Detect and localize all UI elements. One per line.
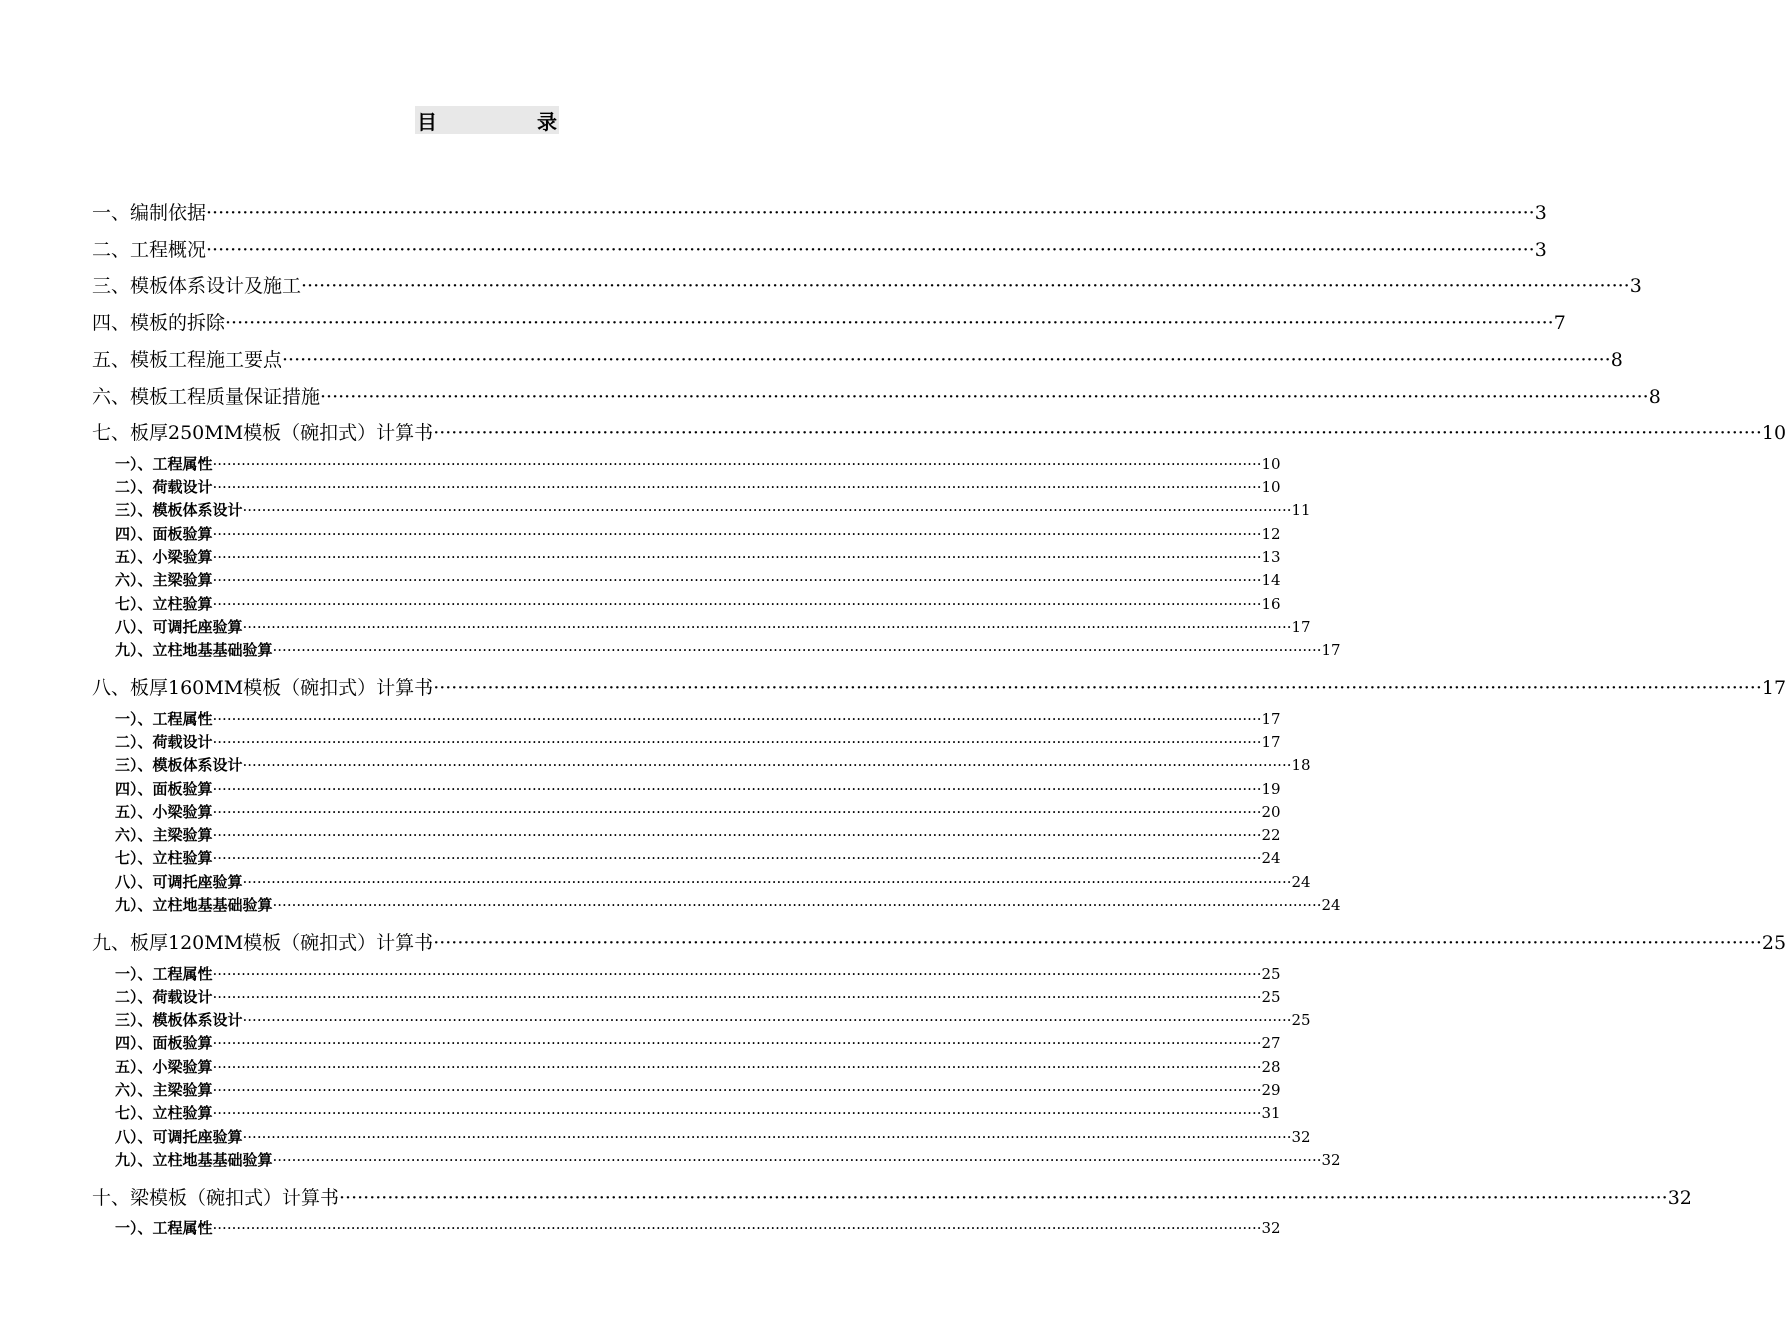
toc-page-number: 27 (1261, 1034, 1281, 1053)
toc-page-number: 7 (1553, 312, 1566, 335)
toc-subentry[interactable] (0, 593, 1281, 614)
toc-leader-dots: ···························································································································································································································· (433, 677, 1762, 700)
toc-leader-dots: ···························································································································································································································· (272, 896, 1322, 914)
toc-subentry[interactable] (0, 1217, 1281, 1238)
toc-subentry[interactable] (0, 1079, 1281, 1100)
toc-subentry[interactable] (0, 1032, 1281, 1053)
toc-page-number: 3 (1534, 238, 1547, 261)
toc-leader-dots: ···························································································································································································································· (225, 312, 1554, 335)
toc-entry-label: 七）、立柱验算 (115, 594, 213, 613)
toc-page-number: 32 (1291, 1127, 1311, 1146)
toc-entry-label: 七、板厚250MM模板（碗扣式）计算书 (92, 422, 434, 445)
toc-entry[interactable] (0, 308, 1566, 335)
toc-entry[interactable] (0, 418, 1786, 445)
toc-leader-dots: ···························································································································································································································· (212, 571, 1262, 590)
toc-entry-label: 九）、立柱地基基础验算 (115, 641, 273, 660)
toc-page-number: 32 (1667, 1186, 1692, 1209)
toc-page-number: 20 (1261, 802, 1281, 821)
toc-leader-dots: ···························································································································································································································· (282, 348, 1611, 371)
toc-leader-dots: ···························································································································································································································· (301, 275, 1630, 298)
toc-page-number: 29 (1261, 1081, 1281, 1099)
toc-entry[interactable] (0, 235, 1547, 262)
toc-page-number: 10 (1761, 422, 1786, 445)
toc-page-number: 24 (1261, 849, 1281, 868)
toc-page-number: 12 (1261, 524, 1281, 543)
toc-subentry[interactable] (0, 963, 1281, 984)
toc-page-number: 17 (1321, 641, 1341, 660)
toc-leader-dots: ···························································································································································································································· (212, 779, 1262, 798)
toc-page-number: 25 (1291, 1011, 1311, 1030)
toc-page-number: 31 (1261, 1104, 1281, 1123)
toc-page-number: 19 (1261, 779, 1281, 798)
toc-page-number: 17 (1291, 617, 1311, 636)
toc-entry[interactable] (0, 198, 1547, 225)
toc-leader-dots: ···························································································································································································································· (433, 422, 1762, 445)
toc-leader-dots: ···························································································································································································································· (212, 454, 1262, 473)
toc-entry-label: 三、模板体系设计及施工 (92, 275, 302, 298)
toc-leader-dots: ···························································································································································································································· (212, 849, 1262, 868)
toc-leader-dots: ···························································································································································································································· (212, 964, 1262, 983)
toc-subentry[interactable] (0, 476, 1281, 497)
toc-subentry[interactable] (0, 546, 1281, 567)
toc-entry-label: 五）、小梁验算 (115, 547, 213, 566)
toc-leader-dots: ···························································································································································································································· (339, 1186, 1668, 1209)
toc-entry-label: 八）、可调托座验算 (115, 1127, 243, 1146)
toc-page-number: 22 (1261, 826, 1281, 845)
toc-entry-label: 十、梁模板（碗扣式）计算书 (92, 1186, 340, 1209)
toc-leader-dots: ···························································································································································································································· (320, 385, 1649, 408)
toc-leader-dots: ···························································································································································································································· (242, 1011, 1292, 1030)
toc-subentry[interactable] (0, 499, 1311, 520)
toc-subentry[interactable] (0, 639, 1341, 660)
toc-page-number: 25 (1261, 964, 1281, 983)
toc-leader-dots: ···························································································································································································································· (212, 1057, 1262, 1076)
toc-entry-label: 三）、模板体系设计 (115, 501, 243, 520)
toc-subentry[interactable] (0, 847, 1281, 868)
toc-leader-dots: ···························································································································································································································· (212, 1034, 1262, 1053)
toc-entry-label: 一）、工程属性 (115, 454, 213, 473)
toc-page-number: 32 (1261, 1219, 1281, 1238)
toc-entry-label: 一）、工程属性 (115, 1219, 213, 1238)
toc-leader-dots: ···························································································································································································································· (206, 238, 1535, 261)
toc-page-number: 14 (1261, 571, 1281, 590)
toc-subentry[interactable] (0, 1009, 1311, 1030)
toc-entry[interactable] (0, 1183, 1692, 1210)
toc-entry-label: 七）、立柱验算 (115, 1104, 213, 1123)
toc-entry-label: 二、工程概况 (92, 238, 207, 261)
toc-leader-dots: ···························································································································································································································· (212, 826, 1262, 845)
toc-page-number: 8 (1648, 385, 1661, 408)
toc-entry[interactable] (0, 928, 1786, 955)
toc-page-number: 32 (1321, 1150, 1341, 1169)
toc-page-number: 3 (1534, 202, 1547, 224)
toc-page-number: 25 (1761, 932, 1786, 954)
toc-entry-label: 四）、面板验算 (115, 524, 213, 543)
toc-subentry[interactable] (0, 1056, 1281, 1077)
toc-leader-dots: ···························································································································································································································· (212, 732, 1262, 751)
toc-leader-dots: ···························································································································································································································· (212, 547, 1262, 566)
toc-entry-label: 六）、主梁验算 (115, 571, 213, 590)
toc-subentry[interactable] (0, 801, 1281, 822)
toc-entry-label: 五、模板工程施工要点 (92, 348, 283, 371)
toc-entry-label: 六、模板工程质量保证措施 (92, 385, 321, 408)
toc-entry-label: 一）、工程属性 (115, 964, 213, 983)
toc-page-number: 11 (1291, 501, 1311, 520)
toc-entry-label: 八、板厚160MM模板（碗扣式）计算书 (92, 677, 434, 700)
toc-page-number: 13 (1261, 547, 1281, 566)
toc-leader-dots: ···························································································································································································································· (206, 202, 1535, 224)
toc-subentry[interactable] (0, 754, 1311, 775)
toc-page-number: 8 (1610, 348, 1623, 371)
toc-subentry[interactable] (0, 453, 1281, 474)
toc-page-number: 24 (1291, 872, 1311, 891)
toc-entry-label: 四）、面板验算 (115, 1034, 213, 1053)
toc-entry-label: 一）、工程属性 (115, 709, 213, 728)
toc-entry-label: 七）、立柱验算 (115, 849, 213, 868)
toc-leader-dots: ···························································································································································································································· (433, 932, 1762, 954)
toc-leader-dots: ···························································································································································································································· (242, 1127, 1292, 1146)
toc-entry-label: 二）、荷载设计 (115, 732, 213, 751)
toc-page-number: 28 (1261, 1057, 1281, 1076)
toc-entry-label: 八）、可调托座验算 (115, 617, 243, 636)
toc-entry[interactable] (0, 345, 1623, 372)
toc-entry-label: 五）、小梁验算 (115, 1057, 213, 1076)
toc-leader-dots: ···························································································································································································································· (212, 1219, 1262, 1238)
toc-entry-label: 二）、荷载设计 (115, 987, 213, 1006)
toc-leader-dots: ···························································································································································································································· (272, 1150, 1322, 1169)
toc-entry-label: 九）、立柱地基基础验算 (115, 896, 273, 914)
toc-page-number: 17 (1261, 732, 1281, 751)
toc-page-number: 10 (1261, 454, 1281, 473)
toc-leader-dots: ···························································································································································································································· (212, 524, 1262, 543)
toc-subentry[interactable] (0, 569, 1281, 590)
toc-subentry[interactable] (0, 986, 1281, 1007)
toc-entry-label: 九、板厚120MM模板（碗扣式）计算书 (92, 932, 434, 954)
toc-entry[interactable] (0, 673, 1786, 700)
toc-entry-label: 六）、主梁验算 (115, 1081, 213, 1099)
toc-subentry[interactable] (0, 731, 1281, 752)
toc-subentry[interactable] (0, 1126, 1311, 1147)
toc-leader-dots: ···························································································································································································································· (212, 594, 1262, 613)
toc-leader-dots: ···························································································································································································································· (212, 709, 1262, 728)
toc-leader-dots: ···························································································································································································································· (212, 1104, 1262, 1123)
toc-page-number: 25 (1261, 987, 1281, 1006)
toc-entry[interactable] (0, 382, 1661, 409)
toc-page-number: 16 (1261, 594, 1281, 613)
toc-page-number: 18 (1291, 756, 1311, 775)
toc-leader-dots: ···························································································································································································································· (212, 987, 1262, 1006)
toc-leader-dots: ···························································································································································································································· (212, 802, 1262, 821)
toc-leader-dots: ···························································································································································································································· (212, 478, 1262, 496)
toc-entry[interactable] (0, 271, 1642, 298)
toc-leader-dots: ···························································································································································································································· (242, 617, 1292, 636)
toc-entry-label: 四）、面板验算 (115, 779, 213, 798)
toc-subentry[interactable] (0, 778, 1281, 799)
toc-subentry[interactable] (0, 1149, 1341, 1170)
toc-page-number: 17 (1761, 677, 1786, 700)
toc-leader-dots: ···························································································································································································································· (272, 641, 1322, 660)
toc-leader-dots: ···························································································································································································································· (242, 501, 1292, 520)
toc-title-right: 录 (537, 109, 557, 134)
toc-subentry[interactable] (0, 1102, 1281, 1123)
toc-entry-label: 九）、立柱地基基础验算 (115, 1150, 273, 1169)
toc-subentry[interactable] (0, 523, 1281, 544)
toc-subentry[interactable] (0, 824, 1281, 845)
toc-subentry[interactable] (0, 894, 1341, 915)
toc-leader-dots: ···························································································································································································································· (212, 1081, 1262, 1099)
toc-page-number: 24 (1321, 896, 1341, 914)
toc-title (415, 106, 559, 134)
toc-page-number: 17 (1261, 709, 1281, 728)
toc-leader-dots: ···························································································································································································································· (242, 872, 1292, 891)
toc-title-left: 目 (417, 109, 437, 134)
toc-entry-label: 三）、模板体系设计 (115, 756, 243, 775)
toc-entry-label: 六）、主梁验算 (115, 826, 213, 845)
toc-entry-label: 五）、小梁验算 (115, 802, 213, 821)
toc-subentry[interactable] (0, 871, 1311, 892)
toc-entry-label: 四、模板的拆除 (92, 312, 226, 335)
toc-entry-label: 三）、模板体系设计 (115, 1011, 243, 1030)
toc-entry-label: 一、编制依据 (92, 202, 207, 224)
toc-subentry[interactable] (0, 708, 1281, 729)
toc-leader-dots: ···························································································································································································································· (242, 756, 1292, 775)
toc-subentry[interactable] (0, 616, 1311, 637)
toc-page-number: 3 (1629, 275, 1642, 298)
toc-entry-label: 二）、荷载设计 (115, 478, 213, 496)
toc-page-number: 10 (1261, 478, 1281, 496)
toc-entry-label: 八）、可调托座验算 (115, 872, 243, 891)
